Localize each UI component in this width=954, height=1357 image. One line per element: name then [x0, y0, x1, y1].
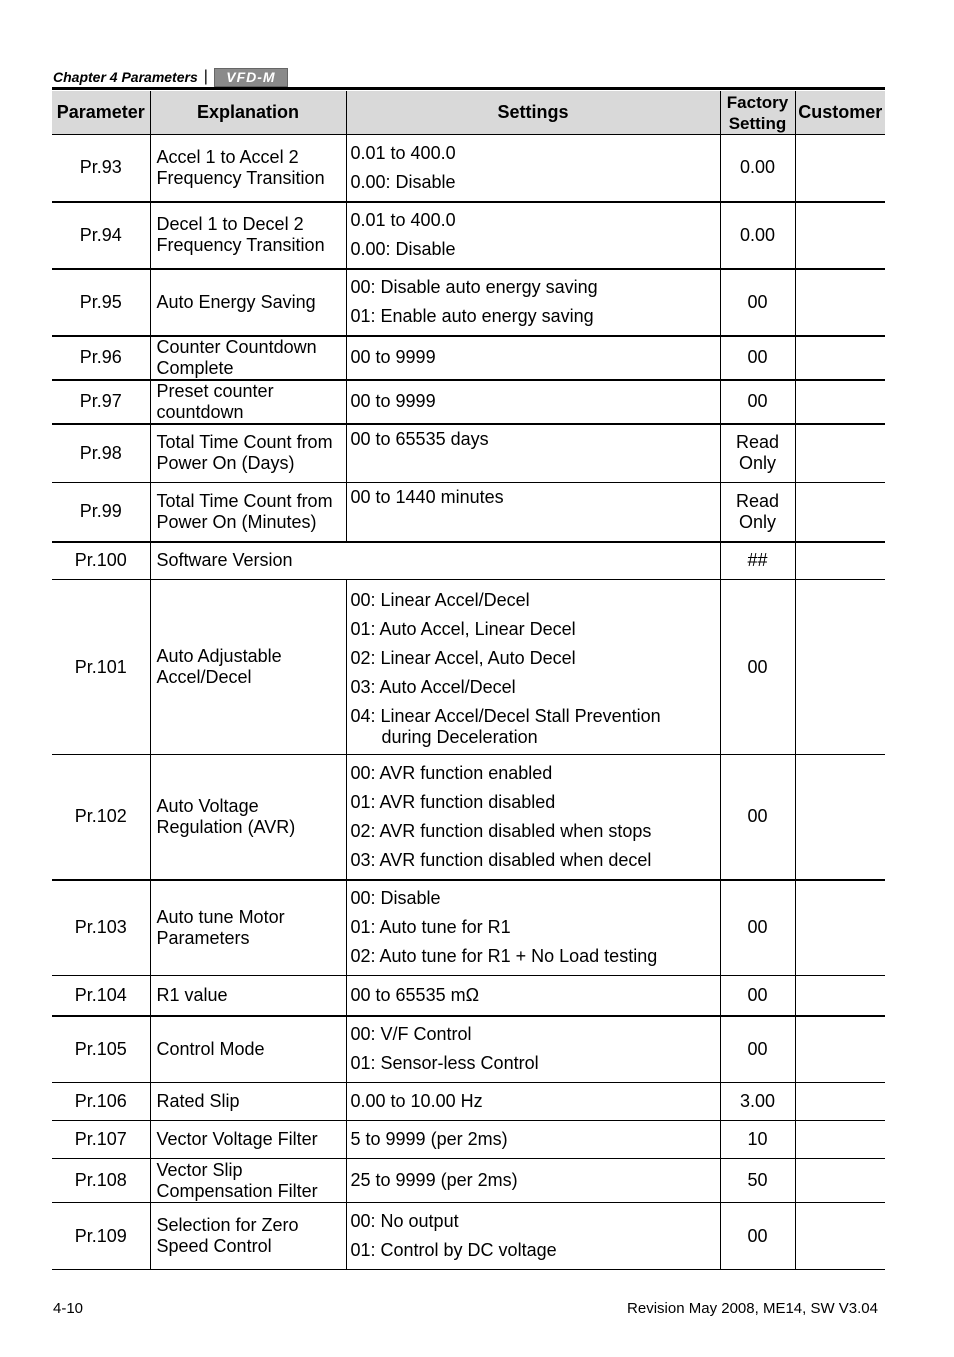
param-settings — [346, 976, 720, 1016]
factory-setting — [720, 483, 795, 542]
param-explanation: Vector Voltage Filter — [150, 1121, 346, 1159]
table-row — [52, 1121, 885, 1159]
table-row — [52, 1159, 885, 1203]
param-settings — [346, 380, 720, 424]
setting-option: 00: Linear Accel/Decel — [350, 590, 530, 610]
setting-option-text: 04: Linear Accel/Decel Stall Prevention — [350, 706, 661, 726]
param-id: Pr.100 — [52, 542, 150, 580]
table-row — [52, 1203, 885, 1270]
factory-setting: 00 — [720, 976, 795, 1016]
customer-cell[interactable] — [795, 483, 885, 542]
setting-option: 0.01 to 400.0 — [350, 142, 456, 163]
setting-option: 02: AVR function disabled when stops — [350, 820, 652, 841]
setting-option: 0.01 to 400.0 — [350, 210, 456, 230]
param-explanation: Selection for Zero Speed Control — [150, 1203, 346, 1270]
param-settings — [346, 1016, 720, 1083]
param-settings — [346, 1083, 720, 1121]
factory-setting: 0.00 — [720, 135, 795, 202]
setting-option: 01: Control by DC voltage — [350, 1240, 557, 1260]
factory-setting: 0.00 — [720, 202, 795, 269]
customer-cell[interactable] — [795, 1083, 885, 1121]
param-id: Pr.108 — [52, 1159, 150, 1203]
col-factory-line1: Factory — [726, 92, 789, 112]
setting-option: 0.00: Disable — [350, 239, 456, 259]
customer-cell[interactable] — [795, 135, 885, 202]
customer-cell[interactable] — [795, 580, 885, 755]
factory-setting: 00 — [720, 380, 795, 424]
revision-info: Revision May 2008, ME14, SW V3.04 — [627, 1300, 878, 1317]
param-explanation: Accel 1 to Accel 2 Frequency Transition — [150, 135, 346, 202]
col-factory-setting — [720, 91, 795, 135]
setting-option: 00: Disable — [350, 888, 441, 909]
customer-cell[interactable] — [795, 1121, 885, 1159]
setting-option: 25 to 9999 (per 2ms) — [350, 1170, 518, 1190]
page-header — [53, 67, 288, 87]
col-settings: Settings — [346, 91, 720, 135]
param-id: Pr.101 — [52, 580, 150, 755]
factory-setting: 50 — [720, 1159, 795, 1203]
param-settings — [346, 1203, 720, 1270]
setting-option: 03: Auto Accel/Decel — [350, 677, 516, 697]
factory-setting: 00 — [720, 336, 795, 380]
customer-cell[interactable] — [795, 424, 885, 483]
param-explanation: Vector Slip Compensation Filter — [150, 1159, 346, 1203]
param-settings — [346, 1159, 720, 1203]
factory-setting: 3.00 — [720, 1083, 795, 1121]
param-id: Pr.102 — [52, 755, 150, 880]
col-customer: Customer — [795, 91, 885, 135]
table-row — [52, 1083, 885, 1121]
table-row — [52, 1016, 885, 1083]
param-settings — [346, 424, 720, 483]
customer-cell[interactable] — [795, 1203, 885, 1270]
factory-setting — [720, 424, 795, 483]
table-row — [52, 483, 885, 542]
table-row — [52, 542, 885, 580]
setting-option: 00: V/F Control — [350, 1024, 472, 1045]
customer-cell[interactable] — [795, 755, 885, 880]
param-explanation: Total Time Count from Power On (Days) — [150, 424, 346, 483]
vfd-m-logo: VFD-M — [214, 68, 288, 87]
param-settings — [346, 1121, 720, 1159]
param-settings — [346, 202, 720, 269]
param-explanation: R1 value — [150, 976, 346, 1016]
setting-option: 0.00: Disable — [350, 171, 456, 192]
table-row — [52, 380, 885, 424]
page-number: 4-10 — [53, 1300, 84, 1317]
factory-setting: 00 — [720, 1016, 795, 1083]
param-settings — [346, 755, 720, 880]
customer-cell[interactable] — [795, 880, 885, 976]
customer-cell[interactable] — [795, 202, 885, 269]
param-explanation: Auto Voltage Regulation (AVR) — [150, 755, 346, 880]
setting-option: 01: Enable auto energy saving — [350, 306, 594, 326]
setting-option: 01: Auto tune for R1 — [350, 917, 511, 938]
param-id: Pr.104 — [52, 976, 150, 1016]
setting-option: 00: Disable auto energy saving — [350, 277, 598, 297]
param-id: Pr.94 — [52, 202, 150, 269]
setting-option: 02: Auto tune for R1 + No Load testing — [350, 946, 658, 967]
header-separator: | — [203, 68, 208, 85]
param-explanation: Rated Slip — [150, 1083, 346, 1121]
factory-setting: 00 — [720, 580, 795, 755]
param-explanation: Preset counter countdown — [150, 380, 346, 424]
param-settings — [346, 483, 720, 542]
param-explanation: Auto Energy Saving — [150, 269, 346, 336]
setting-option: 0.00 to 10.00 Hz — [350, 1091, 483, 1111]
setting-option — [351, 702, 720, 748]
customer-cell[interactable] — [795, 269, 885, 336]
setting-option: 01: AVR function disabled — [350, 791, 556, 812]
param-settings — [346, 269, 720, 336]
col-explanation: Explanation — [150, 91, 346, 135]
param-id: Pr.106 — [52, 1083, 150, 1121]
param-id: Pr.95 — [52, 269, 150, 336]
factory-setting: 10 — [720, 1121, 795, 1159]
setting-option: 00: No output — [350, 1211, 459, 1231]
table-row — [52, 202, 885, 269]
table-row — [52, 336, 885, 380]
setting-option: 00: AVR function enabled — [350, 762, 553, 783]
param-id: Pr.96 — [52, 336, 150, 380]
setting-option: 01: Sensor-less Control — [350, 1053, 539, 1074]
param-explanation: Control Mode — [150, 1016, 346, 1083]
factory-setting: 00 — [720, 269, 795, 336]
param-id: Pr.109 — [52, 1203, 150, 1270]
setting-option: 00 to 65535 mΩ — [350, 984, 480, 1005]
customer-cell[interactable] — [795, 976, 885, 1016]
table-row — [52, 976, 885, 1016]
param-explanation: Auto Adjustable Accel/Decel — [150, 580, 346, 755]
factory-setting: ## — [720, 542, 795, 580]
table-header-row — [52, 91, 885, 135]
customer-cell[interactable] — [795, 1159, 885, 1203]
factory-line2: Only — [738, 511, 776, 532]
customer-cell[interactable] — [795, 542, 885, 580]
factory-line1: Read — [735, 490, 780, 511]
param-id: Pr.105 — [52, 1016, 150, 1083]
param-explanation: Decel 1 to Decel 2 Frequency Transition — [150, 202, 346, 269]
param-id: Pr.98 — [52, 424, 150, 483]
setting-option: 01: Auto Accel, Linear Decel — [350, 619, 576, 639]
param-id: Pr.99 — [52, 483, 150, 542]
chapter-title: Chapter 4 Parameters — [53, 69, 198, 85]
customer-cell[interactable] — [795, 1016, 885, 1083]
setting-option: 00 to 9999 — [350, 391, 436, 411]
customer-cell[interactable] — [795, 336, 885, 380]
col-parameter: Parameter — [52, 91, 150, 135]
setting-option: 00 to 65535 days — [350, 428, 489, 449]
factory-setting: 00 — [720, 880, 795, 976]
factory-setting: 00 — [720, 1203, 795, 1270]
param-settings — [346, 580, 720, 755]
factory-setting: 00 — [720, 755, 795, 880]
setting-option-continuation: during Deceleration — [381, 727, 538, 747]
header-rule — [52, 87, 885, 90]
param-id: Pr.97 — [52, 380, 150, 424]
param-id: Pr.93 — [52, 135, 150, 202]
param-explanation: Auto tune Motor Parameters — [150, 880, 346, 976]
param-settings — [346, 336, 720, 380]
factory-line2: Only — [738, 453, 776, 474]
col-factory-line2: Setting — [728, 113, 787, 133]
setting-option: 00 to 1440 minutes — [350, 487, 504, 507]
table-row — [52, 424, 885, 483]
param-settings — [346, 135, 720, 202]
customer-cell[interactable] — [795, 380, 885, 424]
table-row — [52, 880, 885, 976]
table-row — [52, 269, 885, 336]
setting-option: 03: AVR function disabled when decel — [350, 849, 652, 870]
table-row — [52, 135, 885, 202]
setting-option: 02: Linear Accel, Auto Decel — [350, 648, 576, 668]
setting-option: 5 to 9999 (per 2ms) — [350, 1129, 508, 1149]
parameter-table — [52, 91, 885, 1270]
factory-line1: Read — [735, 432, 780, 453]
setting-option: 00 to 9999 — [350, 347, 436, 367]
table-row — [52, 580, 885, 755]
param-id: Pr.103 — [52, 880, 150, 976]
param-explanation: Software Version — [150, 542, 720, 580]
table-row — [52, 755, 885, 880]
param-id: Pr.107 — [52, 1121, 150, 1159]
param-explanation: Counter Countdown Complete — [150, 336, 346, 380]
param-explanation: Total Time Count from Power On (Minutes) — [150, 483, 346, 542]
param-settings — [346, 880, 720, 976]
